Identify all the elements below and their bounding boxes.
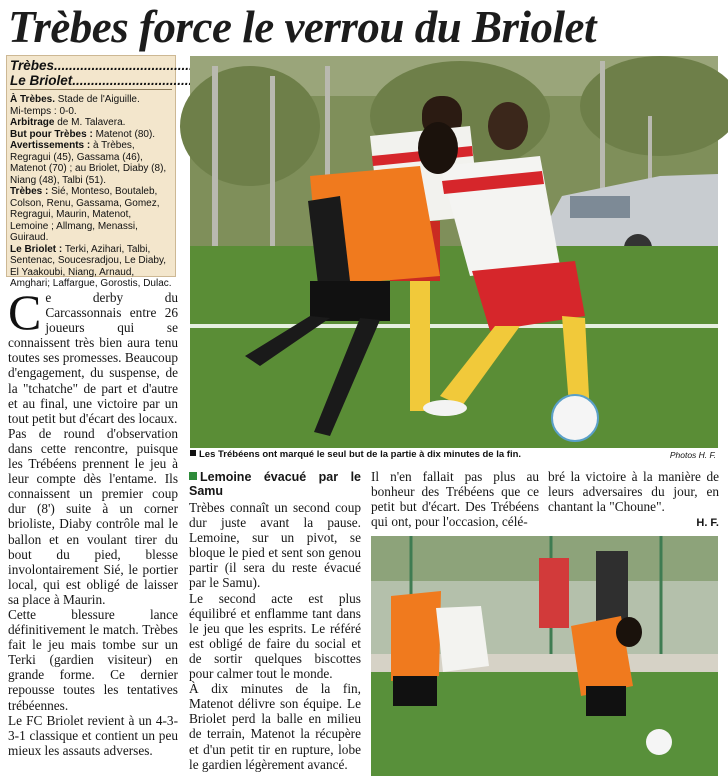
article-paragraph: Le second acte est plus équilibré et enflamme tant dans le jeu que les esprits. Le référé est obligé de faire du social et de sortir quelques biscottes pour calmer tout le monde. <box>189 590 361 682</box>
score-divider <box>10 89 172 90</box>
article-column-3b <box>548 469 719 531</box>
football-players-illustration <box>190 56 718 448</box>
article-column-3a <box>371 469 539 529</box>
score-team: Trèbes <box>10 58 55 73</box>
photo-credit: Photos H. F. <box>669 450 716 460</box>
score-row-away <box>10 73 172 88</box>
fact-lineup-home: Trèbes : Sié, Monteso, Boutaleb, Colson, Renu, Gassama, Gomez, Regragui, Maurin, Matenot, Lemoine ; Allmang, Menassi, Guiraud. <box>10 186 160 243</box>
subhead-square-icon <box>189 472 197 480</box>
headline: Trèbes force le verrou du Briolet <box>8 2 596 52</box>
football-action-illustration <box>371 536 718 776</box>
fact-halftime: Mi-temps : 0-0. <box>10 105 77 117</box>
article-paragraph: Pas de round d'observation dans cette rencontre, puisque les Trébéens prennent le jeu à leur compte dès l'entame. Ils connaissent un premier coup dur (8') suite à un corner brioliste, Diaby contrôle mal le ballon et en voulant tirer du bout du pied, blesse involontairement Sié, le portier local, qui est obligé de laisser sa place à Maurin. <box>8 425 178 607</box>
article-paragraph: bré la victoire à la manière de leurs adversaires du jour, en chantant la "Choune". <box>548 469 719 515</box>
article-subhead: Lemoine évacué par le Samu <box>189 470 361 498</box>
fact-referee: Arbitrage de M. Talavera. <box>10 117 126 128</box>
article-paragraph: Cette blessure lance définitivement le match. Trèbes fait le jeu mais tombe sur un Terki (gardien visiteur) en grande forme. Ce dernier repousse toutes les tentatives trébéennes. <box>8 606 178 713</box>
match-photo-main <box>190 56 718 448</box>
caption-text: Les Trébéens ont marqué le seul but de la partie à dix minutes de la fin. <box>199 449 522 460</box>
author-signature: H. F. <box>696 517 719 530</box>
score-row-home <box>10 58 172 73</box>
match-factbox <box>6 55 176 289</box>
fact-venue: À Trèbes. Stade de l'Aiguille. <box>10 94 140 105</box>
article-paragraph: Ce derby du Carcassonnais entre 26 joueurs qui se connaissent très bien aura tenu toutes ses promesses. Beaucoup d'engagement, du suspense, de la "tchatche" de part et d'autre et au final, une victoire par un tout petit but d'écart des locaux. <box>8 284 178 426</box>
fact-lineup-away: Le Briolet : Terki, Azihari, Talbi, Sentenac, Soucesradjou, Le Diaby, El Yaakoubi, Niang, Arnaud, Amghari; Laffargue, Gorostis, Dulac. <box>10 243 172 289</box>
photo-caption <box>190 448 718 462</box>
fact-goal: But pour Trèbes : Matenot (80). <box>10 128 156 140</box>
score-team: Le Briolet <box>10 73 73 88</box>
caption-square-icon <box>190 450 196 456</box>
article-paragraph: Le FC Briolet revient à un 4-3-3-1 classique et contient un peu mieux les assauts adverses. <box>8 712 178 758</box>
article-paragraph: À dix minutes de la fin, Matenot délivre son équipe. Le Briolet perd la balle en milieu de terrain, Matenot la récupère et d'un petit tir en rupture, lobe le gardien légèrement avancé. <box>189 681 361 772</box>
match-photo-secondary <box>371 536 718 776</box>
fact-bookings: Avertissements : à Trèbes, Regragui (45), Gassama (46), Matenot (70) ; au Briolet, Diaby (8), Niang (48), Talbi (51). <box>10 140 167 186</box>
article-column-2 <box>189 470 361 772</box>
dropcap: C <box>8 284 42 340</box>
article-paragraph: Trèbes connaît un second coup dur juste avant la pause. Lemoine, sur un pivot, se bloque le pied et sent son genou partir (il sera du reste évacué par le Samu). <box>189 500 361 591</box>
article-column-1 <box>8 284 178 758</box>
article-paragraph: Il n'en fallait pas plus au bonheur des Trébéens que ce petit but d'écart. Des Trébéens qui ont, pour l'occasion, célé- <box>371 469 539 530</box>
